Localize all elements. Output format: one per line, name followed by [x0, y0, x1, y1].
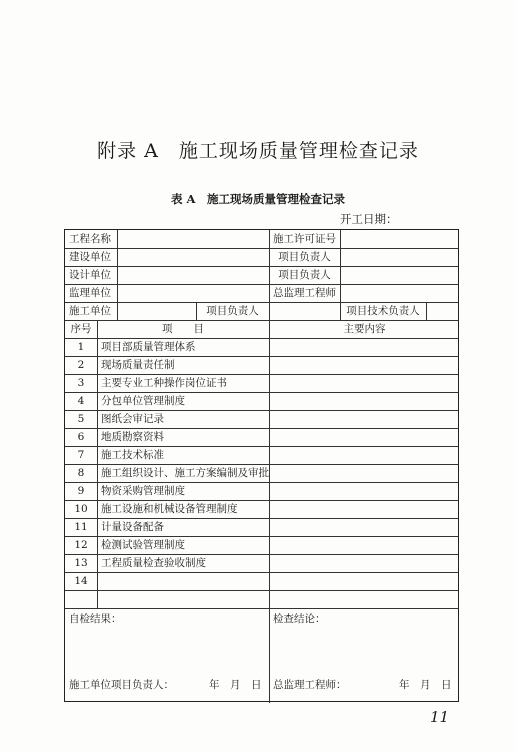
chief-supervisor-signature-label: 总监理工程师：: [273, 679, 347, 691]
design-unit-label: 设计单位: [69, 269, 111, 281]
builder-unit-label: 建设单位: [69, 251, 111, 263]
unit-signature-date: 年 月 日: [209, 679, 262, 691]
row-number: 13: [74, 557, 88, 569]
check-conclusion-label: 检查结论：: [273, 613, 326, 625]
quality-check-table: [64, 229, 459, 702]
permit-no-label: 施工许可证号: [273, 233, 336, 245]
row-item: 施工技术标准: [101, 449, 164, 461]
row-number: 9: [77, 485, 85, 497]
row-number: 14: [74, 575, 88, 587]
tech-leader-label: 项目技术负责人: [346, 305, 420, 317]
row-item: 施工设施和机械设备管理制度: [101, 503, 238, 515]
column-header-item: 项 目: [162, 323, 204, 335]
table-title: 表 A 施工现场质量管理检查记录: [171, 192, 345, 206]
row-item: 图纸会审记录: [101, 413, 164, 425]
row-item: 施工组织设计、施工方案编制及审批: [101, 467, 269, 479]
row-number: 12: [74, 539, 88, 551]
row-item: 分包单位管理制度: [101, 395, 185, 407]
chief-supervisor-label: 总监理工程师: [273, 287, 336, 299]
column-header-content: 主要内容: [343, 323, 386, 335]
row-number: 10: [74, 503, 88, 515]
unit-leader-signature-label: 施工单位项目负责人：: [69, 679, 174, 691]
self-check-label: 自检结果：: [69, 613, 122, 625]
row-number: 8: [77, 467, 85, 479]
row-item: 检测试验管理制度: [101, 539, 185, 551]
project-leader-label: 项目负责人: [278, 269, 331, 281]
row-item: 地质勘察资料: [101, 431, 164, 443]
row-item: 计量设备配备: [101, 521, 164, 533]
row-number: 5: [77, 413, 85, 425]
page-title: 附录 A 施工现场质量管理检查记录: [97, 140, 419, 162]
row-number: 4: [77, 395, 85, 407]
row-number: 1: [77, 341, 85, 353]
row-item: 物资采购管理制度: [101, 485, 185, 497]
project-name-label: 工程名称: [69, 233, 111, 245]
row-number: 6: [77, 431, 85, 443]
start-date-label: 开工日期：: [340, 212, 398, 226]
row-item: 工程质量检查验收制度: [101, 557, 206, 569]
chief-signature-date: 年 月 日: [399, 679, 452, 691]
supervision-unit-label: 监理单位: [69, 287, 111, 299]
row-number: 2: [77, 359, 85, 371]
row-number: 11: [74, 521, 88, 533]
page-number: 11: [430, 708, 450, 726]
row-item: 项目部质量管理体系: [101, 341, 196, 353]
project-leader-label: 项目负责人: [206, 305, 259, 317]
project-leader-label: 项目负责人: [278, 251, 331, 263]
row-item: 主要专业工种操作岗位证书: [101, 377, 227, 389]
row-number: 3: [77, 377, 85, 389]
row-number: 7: [77, 449, 85, 461]
construction-unit-label: 施工单位: [69, 305, 111, 317]
row-item: 现场质量责任制: [101, 359, 175, 371]
column-header-no: 序号: [70, 323, 92, 335]
